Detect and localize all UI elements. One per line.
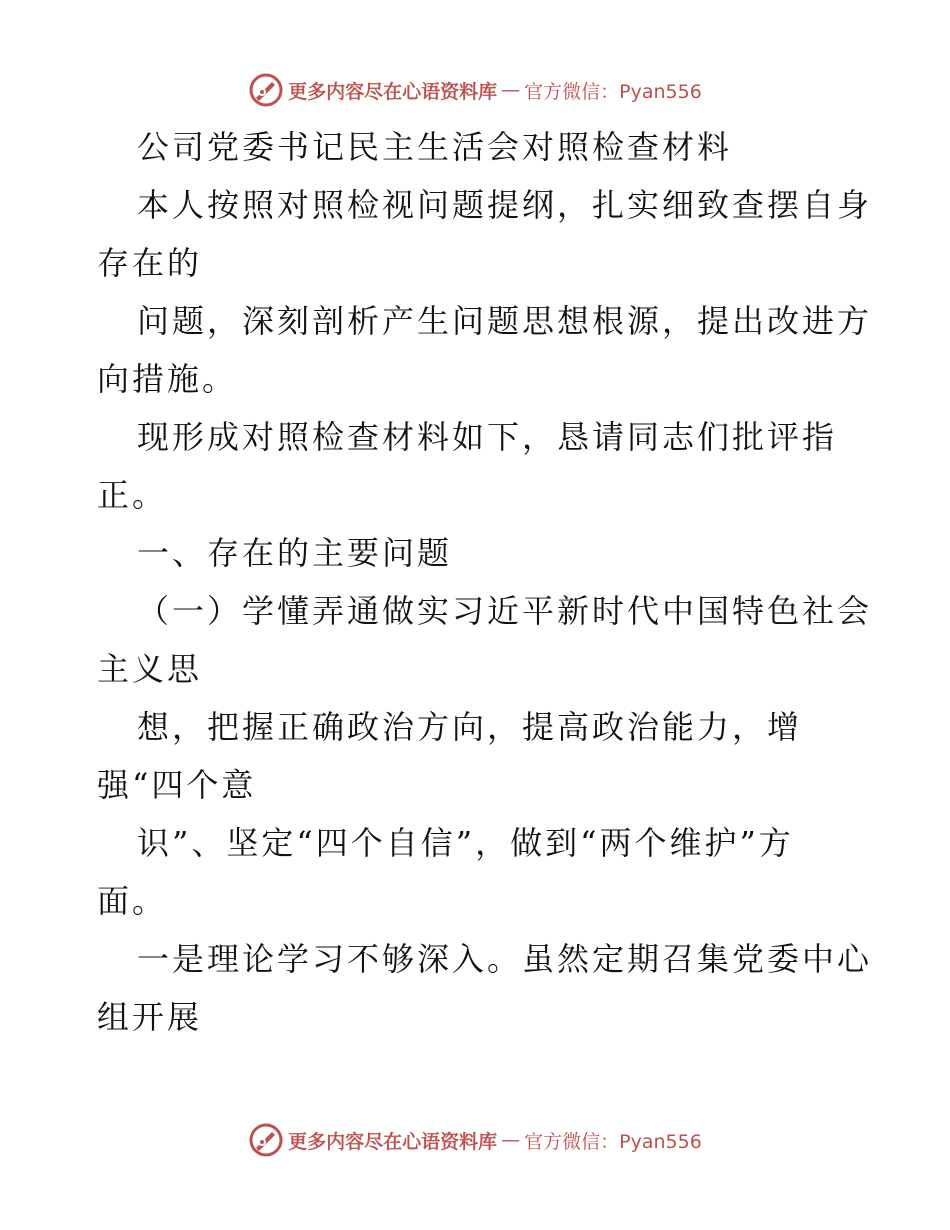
paragraph-line: 组开展 <box>97 998 203 1036</box>
watermark-subtitle: 官方微信：Pyan556 <box>524 80 702 103</box>
watermark-subtitle: 官方微信：Pyan556 <box>524 1130 702 1153</box>
watermark-logo-icon <box>248 72 284 108</box>
paragraph-line: 现形成对照检查材料如下，恳请同志们批评指 <box>137 418 838 456</box>
watermark-footer <box>0 1120 950 1160</box>
document-title: 公司党委书记民主生活会对照检查材料 <box>137 128 733 166</box>
paragraph-line: 本人按照对照检视问题提纲，扎实细致查摆自身 <box>137 186 873 224</box>
document-body <box>97 118 873 1046</box>
paragraph-line: 主义思 <box>97 650 203 688</box>
subsection-heading: （一）学懂弄通做实习近平新时代中国特色社会 <box>137 592 873 630</box>
watermark-logo-icon <box>248 1122 284 1158</box>
paragraph-line: 想，把握正确政治方向，提高政治能力，增 <box>137 708 803 746</box>
paragraph-line: 存在的 <box>97 244 203 282</box>
paragraph-line: 一是理论学习不够深入。虽然定期召集党委中心 <box>137 940 873 978</box>
paragraph-line: 识”、坚定“四个自信”，做到“两个维护”方 <box>137 824 794 862</box>
paragraph-line: 强“四个意 <box>97 766 257 804</box>
watermark-text: 更多内容尽在心语资料库 <box>288 80 498 103</box>
paragraph-line: 向措施。 <box>97 360 238 398</box>
watermark-separator: — <box>501 79 521 101</box>
watermark-text: 更多内容尽在心语资料库 <box>288 1130 498 1153</box>
paragraph-line: 正。 <box>97 476 168 514</box>
paragraph-line: 问题，深刻剖析产生问题思想根源，提出改进方 <box>137 302 873 340</box>
paragraph-line: 面。 <box>97 882 168 920</box>
watermark-separator: — <box>501 1129 521 1151</box>
watermark-header <box>0 70 950 110</box>
section-heading: 一、存在的主要问题 <box>137 534 453 572</box>
